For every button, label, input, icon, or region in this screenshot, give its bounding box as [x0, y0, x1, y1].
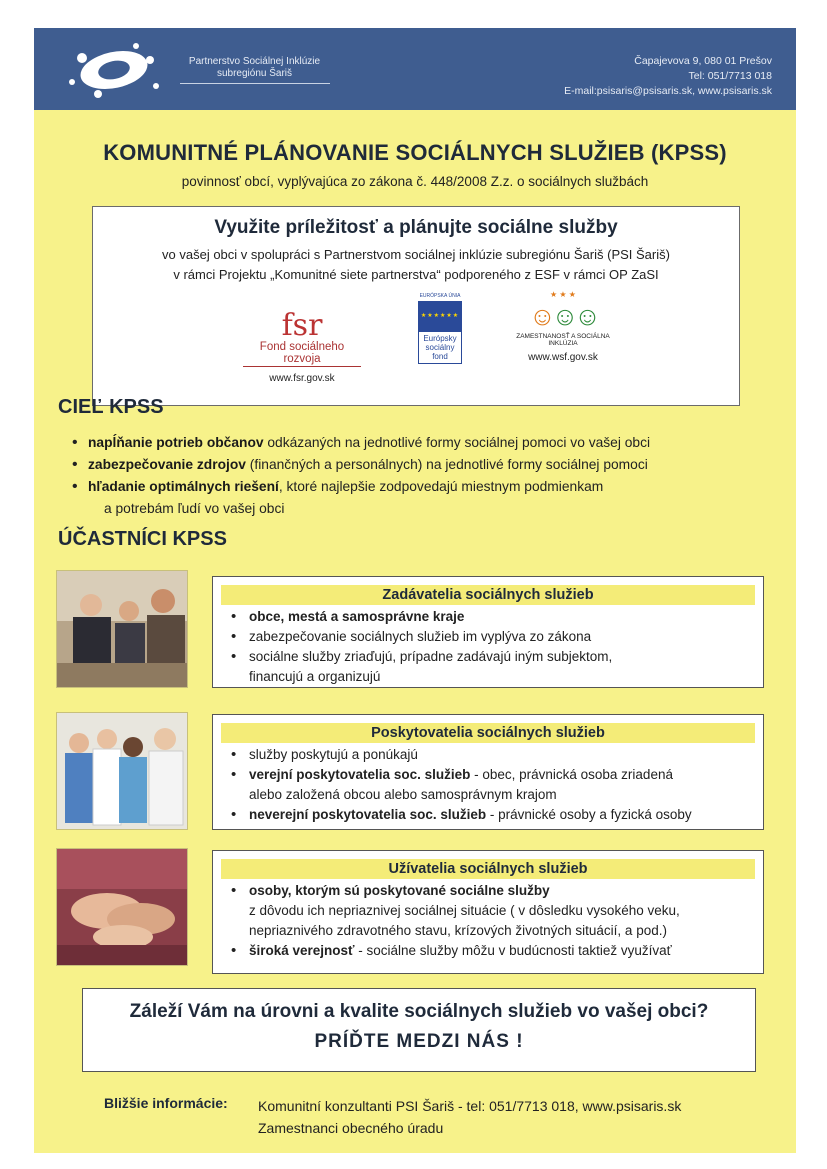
eu-fund-label: Európsky sociálny fond — [418, 331, 462, 364]
fsr-name: Fond sociálneho rozvoja — [243, 341, 361, 367]
fsr-url: www.fsr.gov.sk — [269, 373, 335, 384]
providers-title: Poskytovatelia sociálnych služieb — [221, 723, 755, 743]
list-item-continuation: financujú a organizujú — [249, 669, 381, 684]
goal-item — [70, 454, 770, 476]
wsf-stars-icon: ★ ★ ★ — [550, 290, 576, 299]
goal-item-text: odkázaných na jednotlivé formy sociálnej pomoci vo vašej obci — [263, 435, 651, 450]
list-item-bold: verejní poskytovatelia soc. služieb — [249, 767, 471, 782]
business-people-photo — [56, 570, 188, 688]
cta-question: Záleží Vám na úrovni a kvalite sociálnych služieb vo vašej obci? — [129, 1001, 709, 1022]
fsr-logo — [243, 308, 361, 384]
opportunity-heading: Využite príležitosť a plánujte sociálne služby — [214, 217, 618, 238]
list-item-bold: osoby, ktorým sú poskytované sociálne služby — [249, 883, 550, 898]
providers-list — [229, 745, 753, 825]
list-item-text: - obec, právnická osoba zriadená — [470, 767, 673, 782]
goal-item — [70, 432, 770, 454]
opportunity-line-1: vo vašej obci v spolupráci s Partnerstvom sociálnej inklúzie subregiónu Šariš (PSI Šariš) — [162, 247, 670, 262]
list-item-continuation: nepriaznivého zdravotného stavu, krízových životných situácií, a pod.) — [249, 923, 667, 938]
goal-item-text: , ktoré najlepšie zodpovedajú miestnym podmienkam — [278, 479, 604, 494]
cta-answer: PRÍĎTE MEDZI NÁS ! — [314, 1031, 524, 1052]
psi-logo-icon — [52, 38, 172, 102]
list-item — [229, 881, 753, 901]
fsr-mark-icon: fsr — [281, 308, 323, 343]
list-item-text: - sociálne služby môžu v budúcnosti taktiež využívať — [354, 943, 672, 958]
list-item — [229, 805, 753, 825]
wsf-label: ZAMESTNANOSŤ A SOCIÁLNA INKLÚZIA — [516, 333, 610, 347]
goal-item-bold: zabezpečovanie zdrojov — [88, 457, 246, 472]
list-item: • služby poskytujú a ponúkajú — [229, 745, 753, 765]
header-band — [34, 28, 796, 110]
page-title: KOMUNITNÉ PLÁNOVANIE SOCIÁLNYCH SLUŽIEB (KPSS) — [103, 140, 727, 165]
goal-item-text: (finančných a personálnych) na jednotlivé formy sociálnej pomoci — [245, 457, 648, 472]
address: Čapajevova 9, 080 01 Prešov — [634, 55, 772, 67]
flyer-sheet — [34, 28, 796, 1153]
wsf-people-icon: ☺☺☺ — [529, 301, 597, 331]
eu-logo — [411, 293, 469, 364]
org-underline — [180, 83, 330, 84]
goal-item — [70, 476, 770, 498]
holding-hands-photo — [56, 848, 188, 966]
goal-item-bold: napĺňanie potrieb občanov — [88, 435, 264, 450]
medical-staff-photo — [56, 712, 188, 830]
commissioners-box — [212, 576, 764, 688]
wsf-logo — [513, 291, 613, 363]
list-item — [229, 941, 753, 961]
eu-top-label: EURÓPSKA ÚNIA — [419, 293, 461, 299]
org-name-line1: Partnerstvo Sociálnej Inklúzie — [188, 56, 321, 67]
email-web: E-mail:psisaris@psisaris.sk, www.psisaris.sk — [564, 85, 772, 97]
providers-box — [212, 714, 764, 830]
eu-flag-icon: ★★★★★★ — [418, 301, 462, 331]
opportunity-line-2: v rámci Projektu „Komunitné siete partnerstva“ podporeného z ESF v rámci OP ZaSI — [173, 267, 659, 282]
participants-heading: ÚČASTNÍCI KPSS — [58, 528, 227, 550]
list-item-text: - právnické osoby a fyzická osoby — [486, 807, 692, 822]
users-title: Užívatelia sociálnych služieb — [221, 859, 755, 879]
list-item-bold: obce, mestá a samosprávne kraje — [249, 609, 465, 624]
list-item: • zabezpečovanie sociálnych služieb im vyplýva zo zákona — [229, 627, 753, 647]
org-name — [162, 56, 347, 84]
wsf-url: www.wsf.gov.sk — [528, 352, 598, 363]
more-info-line-1: Komunitní konzultanti PSI Šariš - tel: 051/7713 018, www.psisaris.sk — [258, 1098, 682, 1114]
users-box — [212, 850, 764, 974]
phone: Tel: 051/7713 018 — [688, 70, 772, 82]
more-info-line-2: Zamestnanci obecného úradu — [258, 1120, 444, 1136]
goal-item-continuation: a potrebám ľudí vo vašej obci — [104, 501, 285, 516]
commissioners-list — [229, 607, 753, 687]
goals-list — [70, 432, 770, 520]
list-item-bold: široká verejnosť — [249, 943, 355, 958]
list-item-bold: neverejní poskytovatelia soc. služieb — [249, 807, 487, 822]
goals-heading: CIEĽ KPSS — [58, 396, 164, 418]
opportunity-box — [92, 206, 740, 406]
users-list — [229, 881, 753, 961]
list-item — [229, 765, 753, 785]
list-item: • sociálne služby zriaďujú, prípadne zadávajú iným subjektom, — [229, 647, 753, 667]
goal-item-bold: hľadanie optimálnych riešení — [88, 479, 279, 494]
list-item-continuation: alebo založená obcou alebo samosprávnym krajom — [249, 787, 557, 802]
contact-block — [564, 54, 772, 99]
page-subtitle: povinnosť obcí, vyplývajúca zo zákona č. 448/2008 Z.z. o sociálnych službách — [181, 174, 649, 189]
call-to-action-box — [82, 988, 756, 1072]
commissioners-title: Zadávatelia sociálnych služieb — [221, 585, 755, 605]
more-info-label: Bližšie informácie: — [104, 1095, 228, 1111]
list-item-continuation: z dôvodu ich nepriaznivej sociálnej situácie ( v dôsledku vysokého veku, — [249, 903, 680, 918]
more-info-text — [258, 1095, 681, 1139]
list-item — [229, 607, 753, 627]
org-name-line2: subregiónu Šariš — [216, 68, 293, 79]
